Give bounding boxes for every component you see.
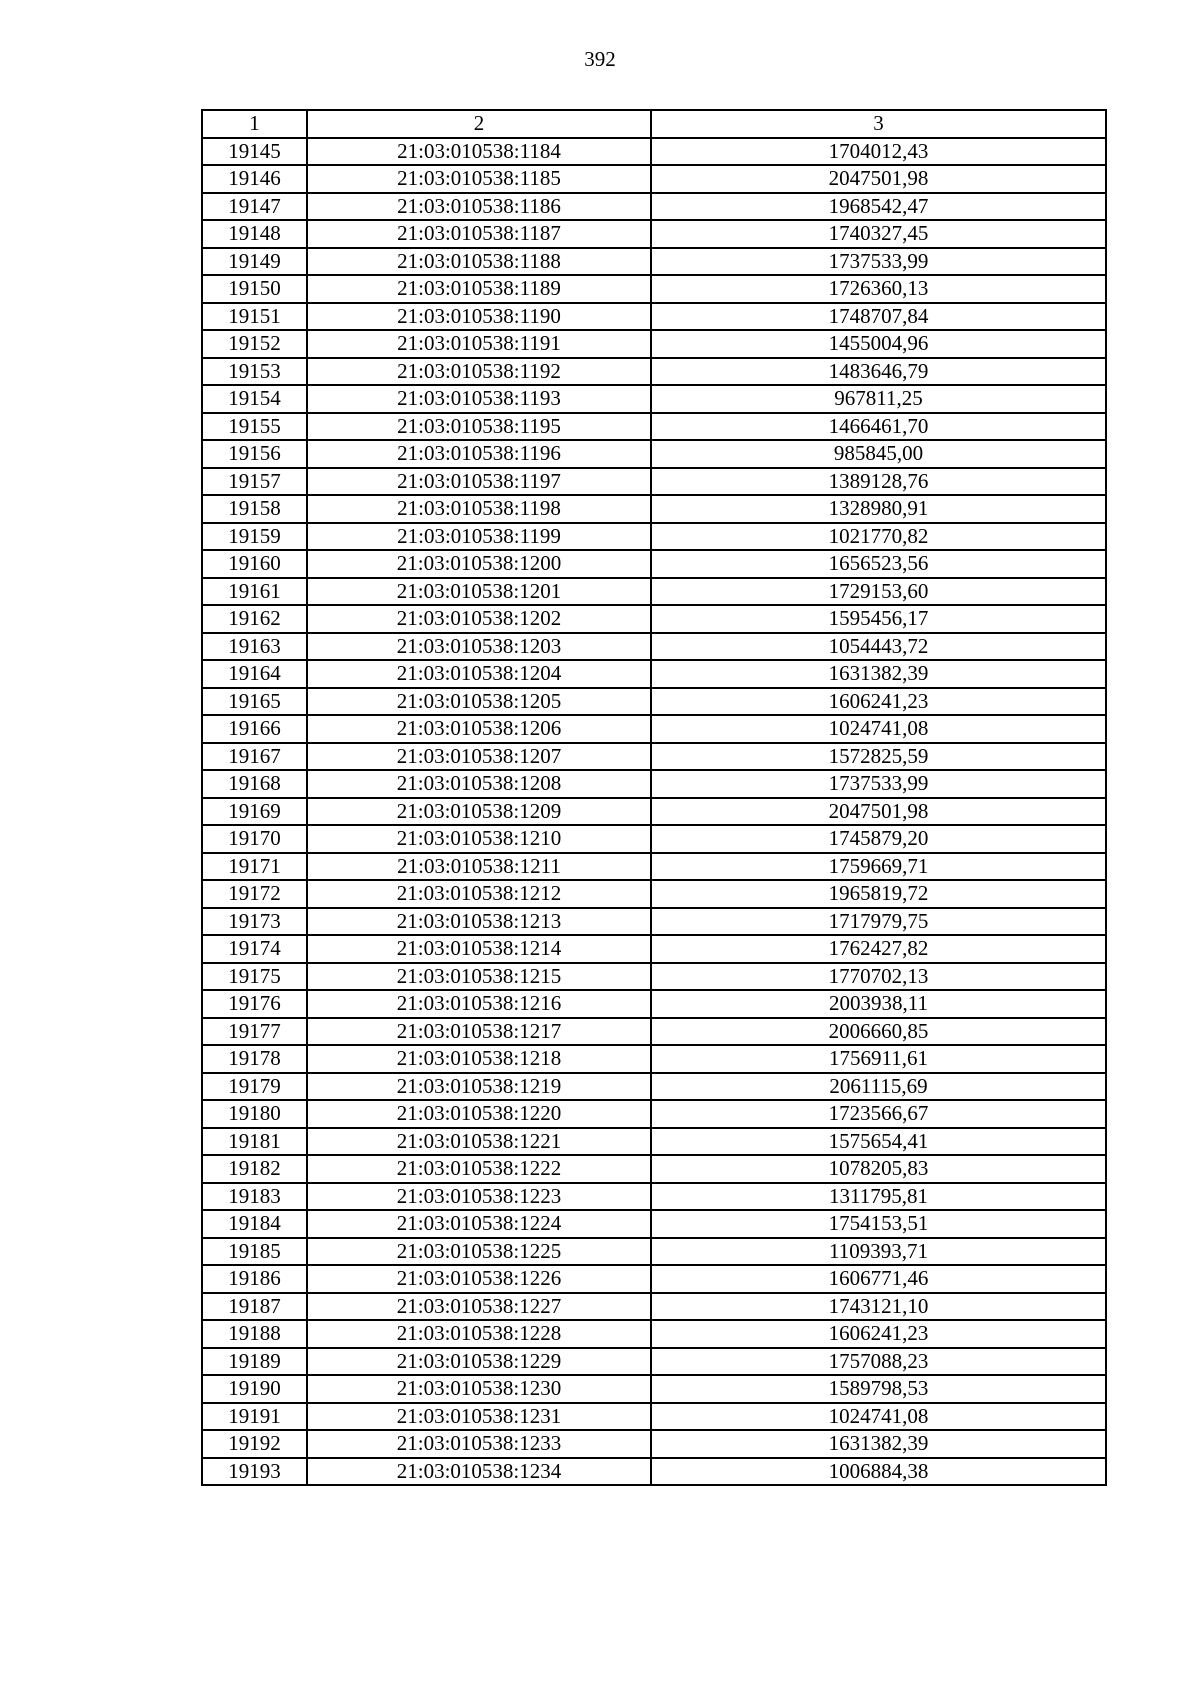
row-number-cell: 19189 bbox=[202, 1348, 307, 1376]
cadastral-number-cell: 21:03:010538:1207 bbox=[307, 743, 651, 771]
row-number-cell: 19162 bbox=[202, 605, 307, 633]
cadastral-number-cell: 21:03:010538:1209 bbox=[307, 798, 651, 826]
cadastral-number-cell: 21:03:010538:1218 bbox=[307, 1045, 651, 1073]
cadastral-number-cell: 21:03:010538:1202 bbox=[307, 605, 651, 633]
table-row bbox=[202, 1403, 1106, 1431]
cadastral-number-cell: 21:03:010538:1210 bbox=[307, 825, 651, 853]
value-cell: 1726360,13 bbox=[651, 275, 1106, 303]
table-row bbox=[202, 1458, 1106, 1486]
row-number-cell: 19160 bbox=[202, 550, 307, 578]
value-cell: 985845,00 bbox=[651, 440, 1106, 468]
table-row bbox=[202, 963, 1106, 991]
cadastral-number-cell: 21:03:010538:1197 bbox=[307, 468, 651, 496]
value-cell: 1021770,82 bbox=[651, 523, 1106, 551]
value-cell: 1754153,51 bbox=[651, 1210, 1106, 1238]
value-cell: 1745879,20 bbox=[651, 825, 1106, 853]
row-number-cell: 19155 bbox=[202, 413, 307, 441]
value-cell: 1762427,82 bbox=[651, 935, 1106, 963]
row-number-cell: 19147 bbox=[202, 193, 307, 221]
cadastral-number-cell: 21:03:010538:1190 bbox=[307, 303, 651, 331]
table-row bbox=[202, 1210, 1106, 1238]
value-cell: 1483646,79 bbox=[651, 358, 1106, 386]
table-row bbox=[202, 193, 1106, 221]
row-number-cell: 19145 bbox=[202, 138, 307, 166]
value-cell: 2006660,85 bbox=[651, 1018, 1106, 1046]
table-row bbox=[202, 303, 1106, 331]
table-row bbox=[202, 1100, 1106, 1128]
value-cell: 1455004,96 bbox=[651, 330, 1106, 358]
table-row bbox=[202, 275, 1106, 303]
cadastral-number-cell: 21:03:010538:1228 bbox=[307, 1320, 651, 1348]
value-cell: 1737533,99 bbox=[651, 248, 1106, 276]
table-row bbox=[202, 908, 1106, 936]
table-header-row bbox=[202, 110, 1106, 138]
row-number-cell: 19177 bbox=[202, 1018, 307, 1046]
row-number-cell: 19158 bbox=[202, 495, 307, 523]
row-number-cell: 19166 bbox=[202, 715, 307, 743]
row-number-cell: 19193 bbox=[202, 1458, 307, 1486]
cadastral-number-cell: 21:03:010538:1222 bbox=[307, 1155, 651, 1183]
table-row bbox=[202, 248, 1106, 276]
cadastral-number-cell: 21:03:010538:1188 bbox=[307, 248, 651, 276]
value-cell: 2061115,69 bbox=[651, 1073, 1106, 1101]
table-row bbox=[202, 550, 1106, 578]
table-row bbox=[202, 935, 1106, 963]
cadastral-number-cell: 21:03:010538:1214 bbox=[307, 935, 651, 963]
table-row bbox=[202, 743, 1106, 771]
table-row bbox=[202, 688, 1106, 716]
cadastral-number-cell: 21:03:010538:1231 bbox=[307, 1403, 651, 1431]
row-number-cell: 19175 bbox=[202, 963, 307, 991]
table-row bbox=[202, 413, 1106, 441]
row-number-cell: 19192 bbox=[202, 1430, 307, 1458]
column-header-2: 2 bbox=[307, 110, 651, 138]
value-cell: 1024741,08 bbox=[651, 715, 1106, 743]
cadastral-number-cell: 21:03:010538:1205 bbox=[307, 688, 651, 716]
cadastral-number-cell: 21:03:010538:1184 bbox=[307, 138, 651, 166]
table-body bbox=[202, 138, 1106, 1486]
value-cell: 1109393,71 bbox=[651, 1238, 1106, 1266]
cadastral-number-cell: 21:03:010538:1211 bbox=[307, 853, 651, 881]
table-row bbox=[202, 660, 1106, 688]
table-row bbox=[202, 798, 1106, 826]
column-header-3: 3 bbox=[651, 110, 1106, 138]
table-row bbox=[202, 605, 1106, 633]
table-row bbox=[202, 468, 1106, 496]
cadastral-number-cell: 21:03:010538:1196 bbox=[307, 440, 651, 468]
table-row bbox=[202, 1155, 1106, 1183]
table-row bbox=[202, 990, 1106, 1018]
value-cell: 1328980,91 bbox=[651, 495, 1106, 523]
table-row bbox=[202, 165, 1106, 193]
table-row bbox=[202, 825, 1106, 853]
row-number-cell: 19152 bbox=[202, 330, 307, 358]
cadastral-number-cell: 21:03:010538:1223 bbox=[307, 1183, 651, 1211]
value-cell: 1606241,23 bbox=[651, 1320, 1106, 1348]
value-cell: 1770702,13 bbox=[651, 963, 1106, 991]
table-row bbox=[202, 1238, 1106, 1266]
cadastral-number-cell: 21:03:010538:1191 bbox=[307, 330, 651, 358]
value-cell: 1968542,47 bbox=[651, 193, 1106, 221]
cadastral-number-cell: 21:03:010538:1230 bbox=[307, 1375, 651, 1403]
cadastral-number-cell: 21:03:010538:1212 bbox=[307, 880, 651, 908]
value-cell: 1740327,45 bbox=[651, 220, 1106, 248]
cadastral-number-cell: 21:03:010538:1216 bbox=[307, 990, 651, 1018]
cadastral-number-cell: 21:03:010538:1213 bbox=[307, 908, 651, 936]
table-row bbox=[202, 330, 1106, 358]
row-number-cell: 19178 bbox=[202, 1045, 307, 1073]
cadastral-number-cell: 21:03:010538:1225 bbox=[307, 1238, 651, 1266]
row-number-cell: 19182 bbox=[202, 1155, 307, 1183]
row-number-cell: 19181 bbox=[202, 1128, 307, 1156]
cadastral-number-cell: 21:03:010538:1204 bbox=[307, 660, 651, 688]
row-number-cell: 19170 bbox=[202, 825, 307, 853]
value-cell: 1759669,71 bbox=[651, 853, 1106, 881]
table-row bbox=[202, 495, 1106, 523]
row-number-cell: 19165 bbox=[202, 688, 307, 716]
value-cell: 1606771,46 bbox=[651, 1265, 1106, 1293]
row-number-cell: 19164 bbox=[202, 660, 307, 688]
row-number-cell: 19146 bbox=[202, 165, 307, 193]
value-cell: 1024741,08 bbox=[651, 1403, 1106, 1431]
value-cell: 1631382,39 bbox=[651, 1430, 1106, 1458]
value-cell: 1606241,23 bbox=[651, 688, 1106, 716]
cadastral-number-cell: 21:03:010538:1206 bbox=[307, 715, 651, 743]
value-cell: 2047501,98 bbox=[651, 165, 1106, 193]
cadastral-number-cell: 21:03:010538:1217 bbox=[307, 1018, 651, 1046]
cadastral-number-cell: 21:03:010538:1200 bbox=[307, 550, 651, 578]
page-number: 392 bbox=[584, 47, 616, 71]
row-number-cell: 19156 bbox=[202, 440, 307, 468]
value-cell: 1656523,56 bbox=[651, 550, 1106, 578]
cadastral-number-cell: 21:03:010538:1195 bbox=[307, 413, 651, 441]
table-row bbox=[202, 1045, 1106, 1073]
table-row bbox=[202, 138, 1106, 166]
row-number-cell: 19184 bbox=[202, 1210, 307, 1238]
cadastral-number-cell: 21:03:010538:1229 bbox=[307, 1348, 651, 1376]
value-cell: 1595456,17 bbox=[651, 605, 1106, 633]
cadastral-number-cell: 21:03:010538:1203 bbox=[307, 633, 651, 661]
cadastral-number-cell: 21:03:010538:1186 bbox=[307, 193, 651, 221]
cadastral-number-cell: 21:03:010538:1224 bbox=[307, 1210, 651, 1238]
table-row bbox=[202, 1293, 1106, 1321]
cadastral-number-cell: 21:03:010538:1233 bbox=[307, 1430, 651, 1458]
table-row bbox=[202, 880, 1106, 908]
value-cell: 1589798,53 bbox=[651, 1375, 1106, 1403]
cadastral-table bbox=[201, 109, 1107, 1486]
value-cell: 1723566,67 bbox=[651, 1100, 1106, 1128]
table-row bbox=[202, 853, 1106, 881]
table-row bbox=[202, 1265, 1106, 1293]
value-cell: 1737533,99 bbox=[651, 770, 1106, 798]
row-number-cell: 19190 bbox=[202, 1375, 307, 1403]
cadastral-number-cell: 21:03:010538:1187 bbox=[307, 220, 651, 248]
row-number-cell: 19148 bbox=[202, 220, 307, 248]
row-number-cell: 19159 bbox=[202, 523, 307, 551]
value-cell: 1717979,75 bbox=[651, 908, 1106, 936]
table-row bbox=[202, 1320, 1106, 1348]
table-row bbox=[202, 1128, 1106, 1156]
row-number-cell: 19174 bbox=[202, 935, 307, 963]
table-row bbox=[202, 578, 1106, 606]
value-cell: 1631382,39 bbox=[651, 660, 1106, 688]
cadastral-number-cell: 21:03:010538:1219 bbox=[307, 1073, 651, 1101]
table-row bbox=[202, 358, 1106, 386]
table-row bbox=[202, 715, 1106, 743]
cadastral-number-cell: 21:03:010538:1192 bbox=[307, 358, 651, 386]
table-row bbox=[202, 1183, 1106, 1211]
value-cell: 2047501,98 bbox=[651, 798, 1106, 826]
value-cell: 1729153,60 bbox=[651, 578, 1106, 606]
row-number-cell: 19171 bbox=[202, 853, 307, 881]
value-cell: 1756911,61 bbox=[651, 1045, 1106, 1073]
row-number-cell: 19150 bbox=[202, 275, 307, 303]
row-number-cell: 19161 bbox=[202, 578, 307, 606]
value-cell: 1704012,43 bbox=[651, 138, 1106, 166]
value-cell: 967811,25 bbox=[651, 385, 1106, 413]
cadastral-number-cell: 21:03:010538:1198 bbox=[307, 495, 651, 523]
row-number-cell: 19183 bbox=[202, 1183, 307, 1211]
column-header-1: 1 bbox=[202, 110, 307, 138]
value-cell: 1965819,72 bbox=[651, 880, 1106, 908]
row-number-cell: 19176 bbox=[202, 990, 307, 1018]
table-header bbox=[202, 110, 1106, 138]
cadastral-number-cell: 21:03:010538:1226 bbox=[307, 1265, 651, 1293]
value-cell: 1006884,38 bbox=[651, 1458, 1106, 1486]
row-number-cell: 19185 bbox=[202, 1238, 307, 1266]
cadastral-number-cell: 21:03:010538:1189 bbox=[307, 275, 651, 303]
value-cell: 2003938,11 bbox=[651, 990, 1106, 1018]
cadastral-number-cell: 21:03:010538:1201 bbox=[307, 578, 651, 606]
row-number-cell: 19153 bbox=[202, 358, 307, 386]
row-number-cell: 19157 bbox=[202, 468, 307, 496]
value-cell: 1575654,41 bbox=[651, 1128, 1106, 1156]
cadastral-number-cell: 21:03:010538:1185 bbox=[307, 165, 651, 193]
table-row bbox=[202, 1348, 1106, 1376]
cadastral-number-cell: 21:03:010538:1208 bbox=[307, 770, 651, 798]
cadastral-number-cell: 21:03:010538:1220 bbox=[307, 1100, 651, 1128]
row-number-cell: 19172 bbox=[202, 880, 307, 908]
row-number-cell: 19154 bbox=[202, 385, 307, 413]
table-row bbox=[202, 1018, 1106, 1046]
cadastral-number-cell: 21:03:010538:1234 bbox=[307, 1458, 651, 1486]
value-cell: 1743121,10 bbox=[651, 1293, 1106, 1321]
row-number-cell: 19188 bbox=[202, 1320, 307, 1348]
table-row bbox=[202, 770, 1106, 798]
table-row bbox=[202, 440, 1106, 468]
table-row bbox=[202, 1073, 1106, 1101]
row-number-cell: 19186 bbox=[202, 1265, 307, 1293]
row-number-cell: 19169 bbox=[202, 798, 307, 826]
table-row bbox=[202, 220, 1106, 248]
value-cell: 1748707,84 bbox=[651, 303, 1106, 331]
row-number-cell: 19187 bbox=[202, 1293, 307, 1321]
row-number-cell: 19173 bbox=[202, 908, 307, 936]
value-cell: 1466461,70 bbox=[651, 413, 1106, 441]
value-cell: 1054443,72 bbox=[651, 633, 1106, 661]
table-row bbox=[202, 633, 1106, 661]
cadastral-number-cell: 21:03:010538:1215 bbox=[307, 963, 651, 991]
row-number-cell: 19151 bbox=[202, 303, 307, 331]
cadastral-number-cell: 21:03:010538:1199 bbox=[307, 523, 651, 551]
value-cell: 1078205,83 bbox=[651, 1155, 1106, 1183]
cadastral-number-cell: 21:03:010538:1221 bbox=[307, 1128, 651, 1156]
value-cell: 1389128,76 bbox=[651, 468, 1106, 496]
table-row bbox=[202, 523, 1106, 551]
table-row bbox=[202, 1430, 1106, 1458]
row-number-cell: 19179 bbox=[202, 1073, 307, 1101]
row-number-cell: 19149 bbox=[202, 248, 307, 276]
table-row bbox=[202, 385, 1106, 413]
row-number-cell: 19180 bbox=[202, 1100, 307, 1128]
row-number-cell: 19167 bbox=[202, 743, 307, 771]
row-number-cell: 19163 bbox=[202, 633, 307, 661]
table-row bbox=[202, 1375, 1106, 1403]
row-number-cell: 19168 bbox=[202, 770, 307, 798]
cadastral-number-cell: 21:03:010538:1227 bbox=[307, 1293, 651, 1321]
cadastral-number-cell: 21:03:010538:1193 bbox=[307, 385, 651, 413]
value-cell: 1572825,59 bbox=[651, 743, 1106, 771]
value-cell: 1757088,23 bbox=[651, 1348, 1106, 1376]
row-number-cell: 19191 bbox=[202, 1403, 307, 1431]
value-cell: 1311795,81 bbox=[651, 1183, 1106, 1211]
